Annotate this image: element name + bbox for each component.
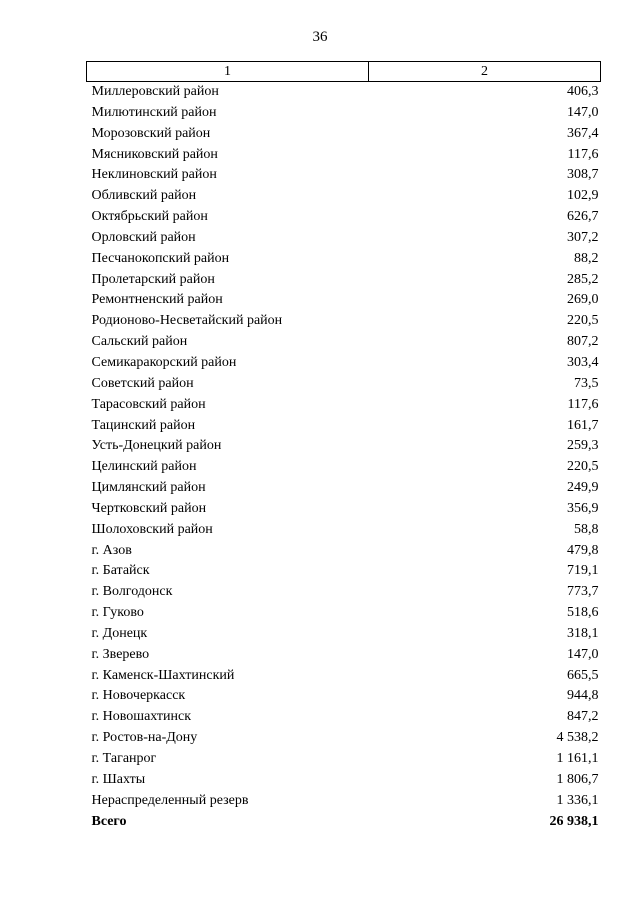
row-name: Шолоховский район <box>91 521 213 537</box>
row-name: Семикаракорский район <box>91 354 237 370</box>
row-value: 307,2 <box>567 229 599 245</box>
row-name: Нераспределенный резерв <box>91 792 249 808</box>
table-row <box>87 416 601 437</box>
row-name: Советский район <box>91 375 194 391</box>
table-row <box>87 707 601 728</box>
row-name: г. Ростов-на-Дону <box>91 730 198 746</box>
row-name: Орловский район <box>91 229 196 245</box>
row-name: Ремонтненский район <box>91 292 223 308</box>
row-value: 944,8 <box>567 688 599 704</box>
table-row <box>87 561 601 582</box>
row-value: 269,0 <box>567 292 599 308</box>
row-value: 1 336,1 <box>556 792 599 808</box>
table-row <box>87 603 601 624</box>
row-value: 4 538,2 <box>556 730 599 746</box>
table-row <box>87 624 601 645</box>
table-row <box>87 165 601 186</box>
row-value: 102,9 <box>567 188 599 204</box>
row-value: 147,0 <box>567 104 599 120</box>
row-name: Тарасовский район <box>91 396 206 412</box>
table-row <box>87 582 601 603</box>
table-header-row <box>87 62 601 82</box>
row-name: Целинский район <box>91 459 197 475</box>
table-row <box>87 332 601 353</box>
row-name: Октябрьский район <box>91 209 208 225</box>
row-value: 626,7 <box>567 209 599 225</box>
row-name: Тацинский район <box>91 417 196 433</box>
total-row <box>87 812 601 833</box>
row-value: 518,6 <box>567 605 599 621</box>
row-value: 303,4 <box>567 354 599 370</box>
row-name: г. Гуково <box>91 605 144 621</box>
row-name: Пролетарский район <box>91 271 215 287</box>
row-value: 259,3 <box>567 438 599 454</box>
table-row <box>87 228 601 249</box>
row-value: 356,9 <box>567 500 599 516</box>
row-name: Цимлянский район <box>91 480 206 496</box>
table-row <box>87 770 601 791</box>
table-row <box>87 82 601 103</box>
row-value: 117,6 <box>567 146 599 162</box>
row-value: 1 161,1 <box>556 751 599 766</box>
table-row <box>87 124 601 145</box>
table-row <box>87 374 601 395</box>
table-row <box>87 645 601 666</box>
row-name: г. Новочеркасск <box>91 688 186 704</box>
row-name: г. Донецк <box>91 625 148 641</box>
row-name: Усть-Донецкий район <box>91 438 222 454</box>
row-value: 1 806,7 <box>556 771 599 787</box>
page-number: 36 <box>312 29 328 45</box>
row-value: 367,4 <box>567 125 599 141</box>
row-name: Миллеровский район <box>91 84 219 99</box>
row-value: 220,5 <box>567 459 599 475</box>
row-value: 665,5 <box>567 667 599 683</box>
table-row <box>87 749 601 770</box>
allocation-table <box>86 61 601 832</box>
row-value: 773,7 <box>567 584 599 600</box>
table-row <box>87 103 601 124</box>
row-value: 249,9 <box>567 480 599 496</box>
row-name: г. Волгодонск <box>91 584 173 600</box>
table-row <box>87 290 601 311</box>
row-value: 479,8 <box>567 542 599 558</box>
row-value: 406,3 <box>567 84 599 99</box>
row-value: 58,8 <box>574 521 599 537</box>
row-name: Чертковский район <box>91 500 207 516</box>
row-name: Родионово-Несветайский район <box>91 313 283 329</box>
table-row <box>87 395 601 416</box>
table-row <box>87 249 601 270</box>
table-row <box>87 478 601 499</box>
row-value: 308,7 <box>567 167 599 183</box>
row-name: г. Батайск <box>91 563 150 579</box>
row-name: г. Таганрог <box>91 751 157 766</box>
table-row <box>87 457 601 478</box>
table-row <box>87 686 601 707</box>
total-label: Всего <box>91 813 127 829</box>
row-value: 318,1 <box>567 625 599 641</box>
row-name: Сальский район <box>91 334 188 350</box>
row-value: 285,2 <box>567 271 599 287</box>
row-value: 220,5 <box>567 313 599 329</box>
row-name: г. Шахты <box>91 771 146 787</box>
table-row <box>87 520 601 541</box>
table-row <box>87 186 601 207</box>
row-name: Мясниковский район <box>91 146 218 162</box>
table-row <box>87 207 601 228</box>
row-name: Обливский район <box>91 188 197 204</box>
row-value: 147,0 <box>567 646 599 662</box>
row-name: г. Азов <box>91 542 132 558</box>
table-row <box>87 270 601 291</box>
row-value: 88,2 <box>574 250 599 266</box>
column-header-1: 1 <box>87 62 369 82</box>
row-name: Неклиновский район <box>91 167 217 183</box>
row-value: 807,2 <box>567 334 599 350</box>
table-row <box>87 541 601 562</box>
row-name: Песчанокопский район <box>91 250 230 266</box>
row-name: г. Каменск-Шахтинский <box>91 667 235 683</box>
table-row <box>87 666 601 687</box>
row-name: г. Зверево <box>91 646 150 662</box>
total-value: 26 938,1 <box>549 813 599 829</box>
row-value: 719,1 <box>567 563 599 579</box>
table-row <box>87 353 601 374</box>
row-name: Милютинский район <box>91 104 217 120</box>
row-value: 847,2 <box>567 709 599 725</box>
table-row <box>87 791 601 812</box>
row-value: 117,6 <box>567 396 599 412</box>
table-row <box>87 728 601 749</box>
table-row <box>87 436 601 457</box>
row-value: 73,5 <box>574 375 599 391</box>
table-row <box>87 145 601 166</box>
table-row <box>87 311 601 332</box>
column-header-2: 2 <box>369 62 601 82</box>
row-name: Морозовский район <box>91 125 211 141</box>
row-name: г. Новошахтинск <box>91 709 192 725</box>
row-value: 161,7 <box>567 417 599 433</box>
table-row <box>87 499 601 520</box>
